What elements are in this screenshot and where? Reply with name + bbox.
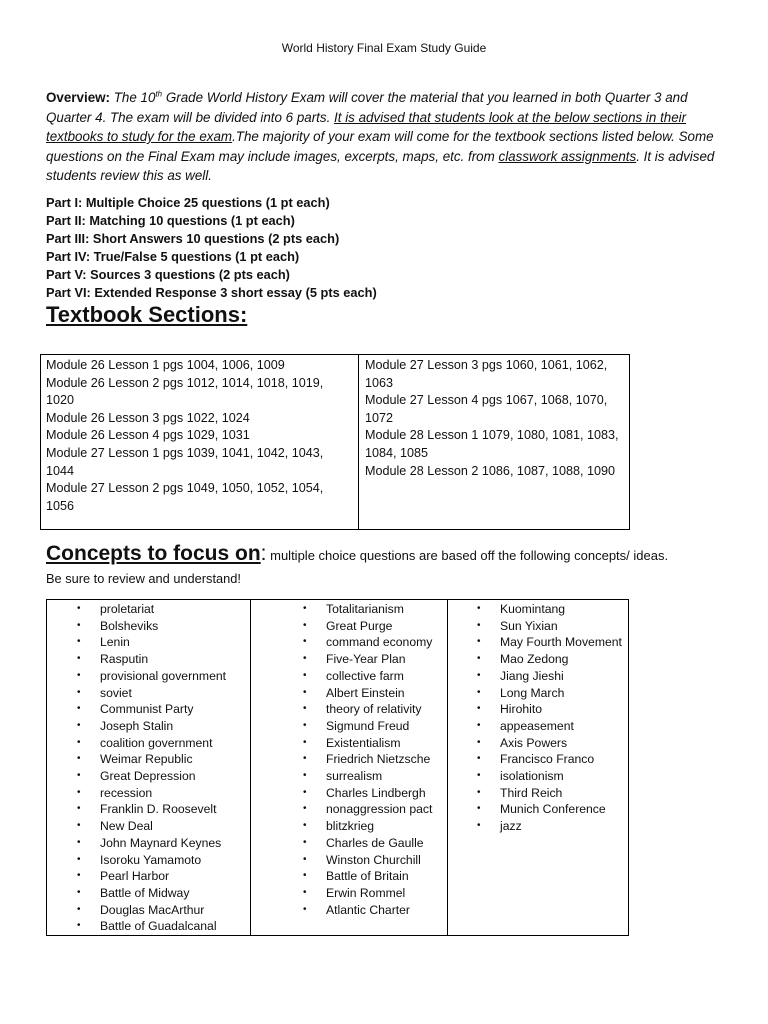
concepts-column-2	[251, 600, 448, 935]
bullet-icon: •	[77, 669, 81, 681]
concept-label: Five-Year Plan	[326, 652, 406, 667]
concept-item	[47, 685, 250, 702]
bullet-icon: •	[77, 719, 81, 731]
exam-part: Part VI: Extended Response 3 short essay (5 pts each)	[46, 285, 377, 300]
bullet-icon: •	[477, 770, 481, 782]
bullet-icon: •	[77, 803, 81, 815]
bullet-icon: •	[477, 603, 481, 614]
bullet-icon: •	[303, 803, 307, 815]
concept-label: nonaggression pact	[326, 802, 433, 817]
concept-item	[251, 618, 447, 635]
concept-label: Communist Party	[100, 702, 194, 717]
concept-item	[47, 885, 250, 902]
overview-paragraph	[46, 88, 726, 186]
bullet-icon: •	[303, 903, 307, 915]
concept-label: Pearl Harbor	[100, 869, 170, 884]
concepts-table	[46, 599, 629, 936]
concept-item	[448, 751, 628, 768]
concept-label: Sun Yixian	[500, 618, 558, 633]
concept-item	[251, 634, 447, 651]
bullet-icon: •	[77, 770, 81, 782]
concept-item	[448, 618, 628, 635]
concept-item	[251, 651, 447, 668]
concept-item	[251, 718, 447, 735]
concept-label: Great Purge	[326, 618, 393, 633]
overview-text-3: .The majority of your exam will come for the textbook sections listed below. Some questions on the Final Exam may include images, excerpts, maps, etc. from	[46, 129, 714, 164]
concept-label: Battle of Midway	[100, 885, 190, 900]
concept-label: soviet	[100, 685, 132, 700]
concept-label: Bolsheviks	[100, 618, 159, 633]
textbook-section: Module 28 Lesson 1 1079, 1080, 1081, 1083, 1084, 1085	[365, 428, 619, 460]
concept-item	[251, 768, 447, 785]
concept-item	[251, 785, 447, 802]
bullet-icon: •	[77, 619, 81, 631]
concept-item	[251, 868, 447, 885]
bullet-icon: •	[77, 786, 81, 798]
concept-item	[47, 601, 250, 618]
textbook-section: Module 28 Lesson 2 1086, 1087, 1088, 1090	[365, 463, 615, 478]
bullet-icon: •	[477, 703, 481, 715]
concept-label: Lenin	[100, 635, 130, 650]
concept-label: command economy	[326, 635, 433, 650]
concepts-column-3	[448, 600, 628, 935]
bullet-icon: •	[303, 703, 307, 715]
concept-item	[448, 801, 628, 818]
concept-label: Battle of Britain	[326, 869, 409, 884]
exam-part: Part IV: True/False 5 questions (1 pt each)	[46, 249, 300, 264]
concept-label: jazz	[500, 819, 522, 834]
concept-item	[47, 768, 250, 785]
concepts-list	[251, 601, 447, 918]
concept-item	[47, 634, 250, 651]
bullet-icon: •	[77, 736, 81, 748]
concept-label: isolationism	[500, 769, 564, 784]
concept-label: Albert Einstein	[326, 685, 405, 700]
bullet-icon: •	[477, 803, 481, 815]
bullet-icon: •	[77, 903, 81, 915]
bullet-icon: •	[477, 786, 481, 798]
bullet-icon: •	[77, 603, 81, 614]
concept-label: Existentialism	[326, 735, 401, 750]
bullet-icon: •	[477, 820, 481, 832]
concept-item	[251, 685, 447, 702]
concepts-heading-line	[46, 542, 746, 566]
concept-label: Isoroku Yamamoto	[100, 852, 202, 867]
concept-label: theory of relativity	[326, 702, 422, 717]
concept-item	[47, 785, 250, 802]
concept-label: Erwin Rommel	[326, 885, 406, 900]
textbook-section: Module 26 Lesson 4 pgs 1029, 1031	[46, 428, 250, 443]
textbook-section: Module 27 Lesson 4 pgs 1067, 1068, 1070, 1072	[365, 393, 608, 425]
bullet-icon: •	[303, 619, 307, 631]
bullet-icon: •	[303, 603, 307, 614]
bullet-icon: •	[303, 853, 307, 865]
concept-label: May Fourth Movement	[500, 635, 622, 650]
concept-item	[448, 818, 628, 835]
concept-label: appeasement	[500, 718, 574, 733]
bullet-icon: •	[303, 753, 307, 765]
concept-item	[448, 718, 628, 735]
concepts-heading: Concepts to focus on	[46, 542, 261, 565]
concept-label: provisional government	[100, 668, 227, 683]
concept-label: Francisco Franco	[500, 752, 595, 767]
exam-part: Part II: Matching 10 questions (1 pt each)	[46, 213, 295, 228]
concept-label: Douglas MacArthur	[100, 902, 205, 917]
concept-item	[47, 818, 250, 835]
concept-item	[251, 601, 447, 618]
concept-item	[448, 701, 628, 718]
concept-item	[251, 902, 447, 919]
bullet-icon: •	[77, 886, 81, 898]
concept-item	[251, 818, 447, 835]
concept-label: Rasputin	[100, 652, 149, 667]
concept-label: Charles de Gaulle	[326, 835, 424, 850]
bullet-icon: •	[77, 686, 81, 698]
concept-item	[448, 634, 628, 651]
concept-item	[448, 785, 628, 802]
concept-item	[47, 852, 250, 869]
bullet-icon: •	[303, 836, 307, 848]
concept-label: Kuomintang	[500, 602, 566, 616]
bullet-icon: •	[77, 753, 81, 765]
bullet-icon: •	[77, 836, 81, 848]
concept-label: Axis Powers	[500, 735, 568, 750]
concept-item	[251, 668, 447, 685]
overview-text-4: . It is advised students review this as well.	[46, 148, 715, 184]
concept-item	[47, 801, 250, 818]
concept-item	[47, 868, 250, 885]
concept-label: blitzkrieg	[326, 819, 375, 834]
concept-label: John Maynard Keynes	[100, 835, 222, 850]
concept-label: collective farm	[326, 668, 404, 683]
bullet-icon: •	[303, 686, 307, 698]
concept-item	[251, 751, 447, 768]
bullet-icon: •	[477, 719, 481, 731]
bullet-icon: •	[303, 736, 307, 748]
concept-label: Atlantic Charter	[326, 902, 410, 917]
concept-label: Joseph Stalin	[100, 718, 174, 733]
concept-label: Totalitarianism	[326, 602, 404, 616]
concept-item	[448, 651, 628, 668]
concept-label: Sigmund Freud	[326, 718, 410, 733]
bullet-icon: •	[477, 669, 481, 681]
concepts-intro: multiple choice questions are based off the following concepts/ ideas.	[266, 548, 669, 563]
bullet-icon: •	[303, 770, 307, 782]
bullet-icon: •	[303, 653, 307, 665]
bullet-icon: •	[77, 870, 81, 882]
bullet-icon: •	[77, 920, 81, 932]
concept-item	[47, 651, 250, 668]
concept-label: Weimar Republic	[100, 752, 193, 767]
concept-item	[251, 852, 447, 869]
concept-item	[47, 668, 250, 685]
concept-label: Long March	[500, 685, 565, 700]
concept-item	[251, 735, 447, 752]
exam-part: Part V: Sources 3 questions (2 pts each)	[46, 267, 290, 282]
textbook-column-right	[359, 355, 629, 529]
concept-item	[448, 768, 628, 785]
concept-item	[448, 735, 628, 752]
concept-item	[448, 668, 628, 685]
bullet-icon: •	[77, 636, 81, 648]
concepts-list	[47, 601, 250, 935]
concept-label: Friedrich Nietzsche	[326, 752, 431, 767]
bullet-icon: •	[77, 703, 81, 715]
bullet-icon: •	[77, 820, 81, 832]
concept-label: Hirohito	[500, 702, 542, 717]
overview-label: Overview:	[46, 90, 111, 105]
concept-label: surrealism	[326, 769, 383, 784]
exam-part: Part I: Multiple Choice 25 questions (1 pt each)	[46, 195, 330, 210]
overview-underlined-classwork: classwork assignments	[498, 148, 637, 164]
bullet-icon: •	[303, 786, 307, 798]
bullet-icon: •	[477, 653, 481, 665]
bullet-icon: •	[303, 870, 307, 882]
concept-item	[47, 902, 250, 919]
concept-item	[47, 618, 250, 635]
textbook-column-left	[41, 355, 359, 529]
bullet-icon: •	[77, 653, 81, 665]
concept-label: Great Depression	[100, 769, 196, 784]
concept-item	[448, 685, 628, 702]
concept-item	[251, 885, 447, 902]
concept-item	[251, 801, 447, 818]
textbook-section: Module 27 Lesson 1 pgs 1039, 1041, 1042, 1043, 1044	[46, 445, 324, 478]
concept-label: Munich Conference	[500, 802, 606, 817]
textbook-sections-table	[40, 354, 630, 530]
overview-text-1: The 10	[110, 90, 156, 105]
concept-label: recession	[100, 785, 153, 800]
concept-label: New Deal	[100, 819, 153, 834]
bullet-icon: •	[303, 886, 307, 898]
bullet-icon: •	[477, 736, 481, 748]
concept-item	[47, 918, 250, 935]
exam-part: Part III: Short Answers 10 questions (2 pts each)	[46, 231, 340, 246]
textbook-section: Module 27 Lesson 3 pgs 1060, 1061, 1062, 1063	[365, 358, 608, 390]
concept-item	[251, 701, 447, 718]
textbook-sections-heading: Textbook Sections:	[46, 302, 248, 327]
bullet-icon: •	[303, 669, 307, 681]
textbook-section: Module 27 Lesson 2 pgs 1049, 1050, 1052, 1054, 1056	[46, 481, 324, 513]
overview-text-2: Grade World History Exam will cover the material that you learned in both Quarter 3 and Quarter 4. The exam will be divided into 6 parts.	[46, 90, 688, 125]
bullet-icon: •	[77, 853, 81, 865]
concepts-column-1	[47, 600, 251, 935]
textbook-section: Module 26 Lesson 3 pgs 1022, 1024	[46, 410, 250, 425]
concepts-subtext: Be sure to review and understand!	[46, 571, 241, 586]
textbook-section: Module 26 Lesson 1 pgs 1004, 1006, 1009	[46, 358, 285, 372]
page-title: World History Final Exam Study Guide	[281, 41, 487, 55]
concepts-heading-colon: :	[260, 542, 267, 565]
concept-label: Franklin D. Roosevelt	[100, 802, 217, 817]
bullet-icon: •	[477, 619, 481, 631]
exam-parts-list	[46, 194, 726, 302]
concept-item	[448, 601, 628, 618]
concept-label: Jiang Jieshi	[500, 668, 564, 683]
concept-item	[47, 835, 250, 852]
concept-label: Charles Lindbergh	[326, 785, 426, 800]
overview-underlined-advice: It is advised that students look at the below sections in their textbooks to study for the exam	[46, 109, 687, 145]
concept-label: Mao Zedong	[500, 652, 569, 667]
concept-label: Third Reich	[500, 785, 563, 800]
bullet-icon: •	[303, 719, 307, 731]
concept-label: proletariat	[100, 602, 155, 616]
bullet-icon: •	[477, 636, 481, 648]
concepts-list	[448, 601, 628, 835]
bullet-icon: •	[477, 686, 481, 698]
bullet-icon: •	[303, 820, 307, 832]
concept-label: Winston Churchill	[326, 852, 421, 867]
overview-superscript: th	[155, 89, 163, 99]
concept-item	[47, 701, 250, 718]
textbook-section: Module 26 Lesson 2 pgs 1012, 1014, 1018, 1019, 1020	[46, 375, 324, 408]
concept-item	[47, 718, 250, 735]
concept-label: Battle of Guadalcanal	[100, 919, 217, 934]
concept-item	[47, 735, 250, 752]
bullet-icon: •	[303, 636, 307, 648]
bullet-icon: •	[477, 753, 481, 765]
concept-item	[251, 835, 447, 852]
concept-item	[47, 751, 250, 768]
concept-label: coalition government	[100, 735, 213, 750]
